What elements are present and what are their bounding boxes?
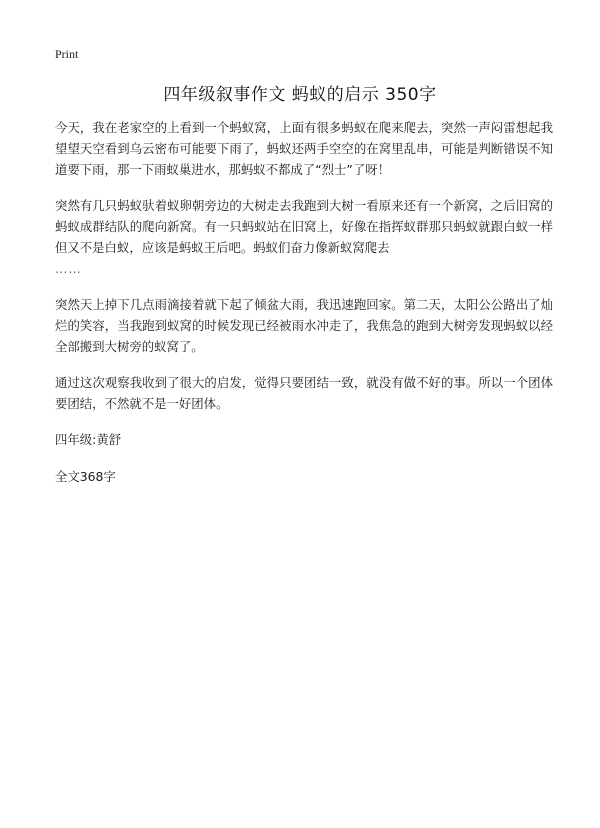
- paragraph-3: 突然天上掉下几点雨滴接着就下起了倾盆大雨，我迅速跑回家。第二天，太阳公公路出了灿烂的笑容，当我跑到蚁窝的时候发现已经被雨水冲走了，我焦急的跑到大树旁发现蚂蚁以经全部搬到大树旁的蚁窝了。: [55, 297, 553, 354]
- paragraph-2-text: 突然有几只蚂蚁驮着蚁卵朝旁边的大树走去我跑到大树一看原来还有一个新窝，之后旧窝的蚂蚁成群结队的爬向新窝。有一只蚂蚁站在旧窝上，好像在指挥蚁群那只蚂蚁就跟白蚁一样但又不是白蚁，应该是蚂蚁王后吧。蚂蚁们奋力像新蚁窝爬去: [55, 198, 553, 255]
- paragraph-1: 今天，我在老家空的上看到一个蚂蚁窝，上面有很多蚂蚁在爬来爬去，突然一声闷雷想起我望望天空看到乌云密布可能要下雨了，蚂蚁还两手空空的在窝里乱串，可能是判断错误不知道要下雨，那一下雨蚁巢进水，那蚂蚁不都成了“烈士”了呀！: [55, 120, 553, 177]
- author-line: 四年级:黄舒: [55, 432, 122, 447]
- paragraph-4: 通过这次观察我收到了很大的启发，觉得只要团结一致，就没有做不好的事。所以一个团体要团结，不然就不是一好团体。: [55, 375, 553, 411]
- article-body: [55, 117, 553, 487]
- article-title: 四年级叙事作文 蚂蚁的启示 350字: [163, 85, 437, 105]
- print-link[interactable]: Print: [55, 47, 79, 61]
- ellipsis: ……: [55, 261, 82, 276]
- paragraph-2: [55, 195, 553, 279]
- word-count: 全文368字: [55, 469, 116, 484]
